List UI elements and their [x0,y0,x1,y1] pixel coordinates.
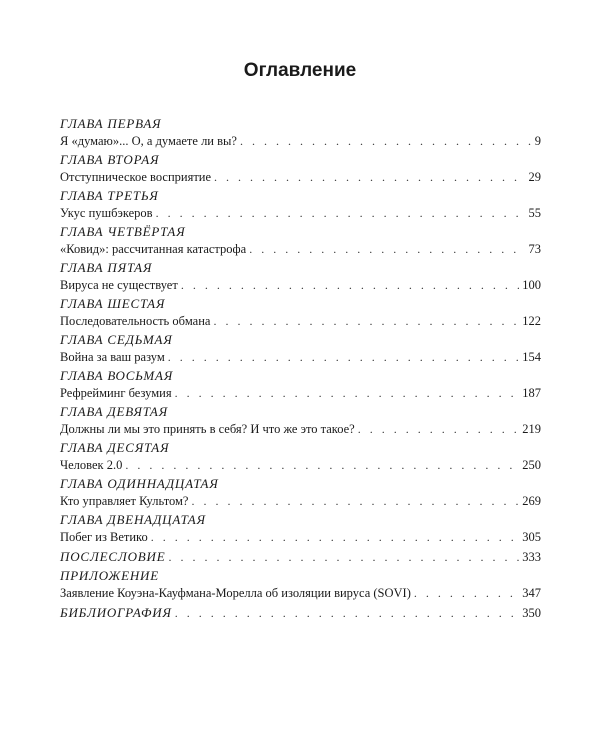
chapter-title: Человек 2.0 [60,458,123,472]
chapter-heading: ГЛАВА ВТОРАЯ [60,152,160,167]
chapter-2 [60,152,541,186]
appendix-title: Заявление Коуэна-Кауфмана-Морелла об изоляции вируса (SOVI) [60,586,411,600]
dot-leader [175,604,519,622]
dot-leader [181,276,519,294]
chapter-title: Кто управляет Культом? [60,494,189,508]
chapter-title: Укус пушбэкеров [60,206,153,220]
chapter-title: «Ковид»: рассчитанная катастрофа [60,242,247,256]
bibliography [60,604,541,622]
toc-entry[interactable] [60,456,541,474]
toc-entry[interactable] [60,492,541,510]
toc-entry[interactable] [60,584,541,602]
page-number: 154 [522,350,541,364]
toc-entry[interactable] [60,528,541,546]
chapter-title: Отступническое восприятие [60,170,212,184]
chapter-10 [60,440,541,474]
dot-leader [156,204,526,222]
chapter-heading: ГЛАВА ДЕСЯТАЯ [60,440,170,455]
chapter-5 [60,260,541,294]
chapter-heading: ГЛАВА ПЯТАЯ [60,260,153,275]
dot-leader [214,168,525,186]
dot-leader [240,132,532,150]
chapter-6 [60,296,541,330]
toc-entry[interactable] [60,420,541,438]
table-of-contents [60,116,541,624]
toc-entry[interactable] [60,204,541,222]
page-number: 350 [522,606,541,620]
chapter-title: Я «думаю»... О, а думаете ли вы? [60,134,237,148]
chapter-title: Должны ли мы это принять в себя? И что же это такое? [60,422,355,436]
page-title: Оглавление [243,60,357,81]
page-number: 29 [528,170,541,184]
chapter-heading: ГЛАВА СЕДЬМАЯ [60,332,173,347]
dot-leader [168,548,519,566]
chapter-heading: ГЛАВА ЧЕТВЁРТАЯ [60,224,186,239]
page-number: 122 [522,314,541,328]
toc-entry[interactable] [60,168,541,186]
page-number: 305 [522,530,541,544]
chapter-heading: ГЛАВА ПЕРВАЯ [60,116,162,131]
chapter-title: Рефрейминг безумия [60,386,172,400]
page-number: 187 [522,386,541,400]
toc-entry[interactable] [60,312,541,330]
appendix-heading: ПРИЛОЖЕНИЕ [60,568,159,583]
page-number: 9 [534,134,541,148]
chapter-title: Война за ваш разум [60,350,165,364]
chapter-heading: ГЛАВА ДЕВЯТАЯ [60,404,168,419]
toc-entry[interactable] [60,604,541,622]
chapter-4 [60,224,541,258]
chapter-heading: ГЛАВА ШЕСТАЯ [60,296,166,311]
chapter-heading: ГЛАВА ДВЕНАДЦАТАЯ [60,512,206,527]
chapter-1 [60,116,541,150]
dot-leader [191,492,519,510]
toc-entry[interactable] [60,132,541,150]
chapter-heading: ГЛАВА ОДИННАДЦАТАЯ [60,476,219,491]
chapter-12 [60,512,541,546]
page-number: 347 [522,586,541,600]
dot-leader [168,348,519,366]
afterword [60,548,541,566]
chapter-heading: ГЛАВА ТРЕТЬЯ [60,188,159,203]
page-number: 219 [522,422,541,436]
dot-leader [358,420,520,438]
bibliography-title: БИБЛИОГРАФИЯ [60,605,172,620]
chapter-8 [60,368,541,402]
dot-leader [125,456,519,474]
toc-entry[interactable] [60,240,541,258]
appendix [60,568,541,602]
page-number: 55 [528,206,541,220]
page-number: 73 [528,242,541,256]
toc-entry[interactable] [60,276,541,294]
chapter-9 [60,404,541,438]
page-number: 100 [522,278,541,292]
page-number: 269 [522,494,541,508]
toc-entry[interactable] [60,384,541,402]
dot-leader [249,240,525,258]
afterword-title: ПОСЛЕСЛОВИЕ [60,549,166,564]
dot-leader [175,384,520,402]
toc-entry[interactable] [60,548,541,566]
chapter-heading: ГЛАВА ВОСЬМАЯ [60,368,174,383]
dot-leader [213,312,519,330]
chapter-11 [60,476,541,510]
chapter-title: Последовательность обмана [60,314,211,328]
chapter-7 [60,332,541,366]
chapter-3 [60,188,541,222]
page-number: 250 [522,458,541,472]
chapter-title: Вируса не существует [60,278,178,292]
chapter-title: Побег из Ветико [60,530,148,544]
page-number: 333 [522,550,541,564]
toc-entry[interactable] [60,348,541,366]
dot-leader [151,528,519,546]
dot-leader [414,584,519,602]
